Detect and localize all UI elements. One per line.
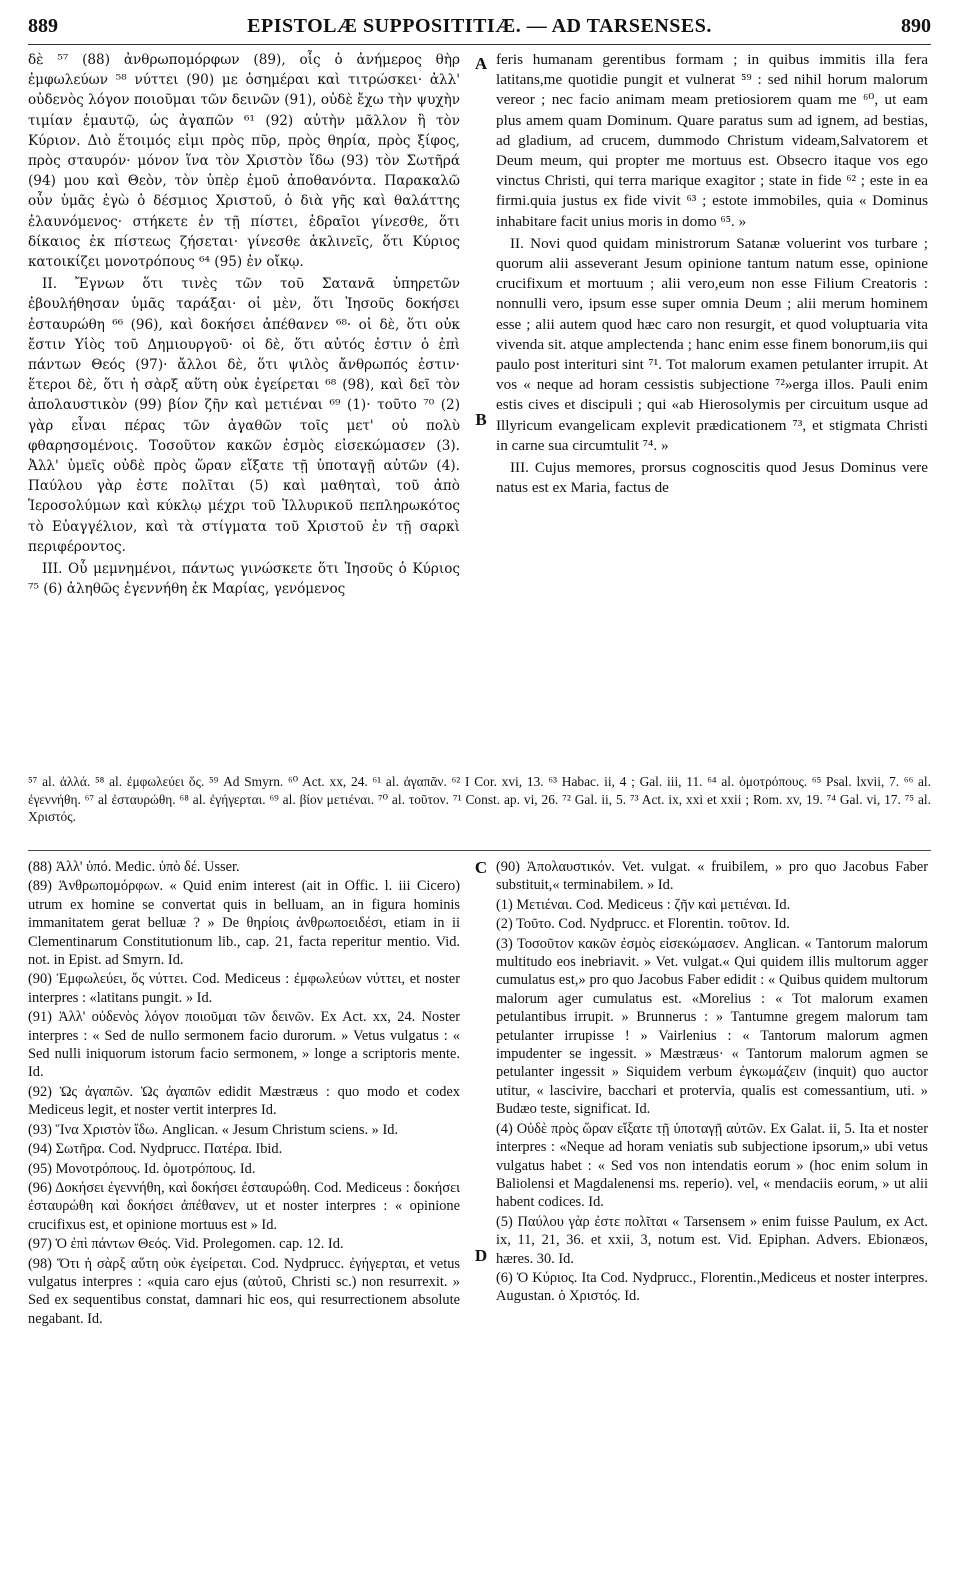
note-4: (4) Οὐδὲ πρὸς ὥραν εἴξατε τῇ ὑποταγῇ αὐτῶν. Ex Galat. ii, 5. Ita et noster interpres : «Neque ad horam veniatis sub subjectione ipsorum,» ubi vetus vulgatus habet : « Sed vos non intendatis eorum » (hoc enim solum in Baliolensi et Magdalenensi ms. reperio). vel, « mendaciis eorum, » ut alii habent codices. Id. <box>496 1120 928 1211</box>
greek-paragraph-2: II. Ἔγνων ὅτι τινὲς τῶν τοῦ Σατανᾶ ὑπηρετῶν ἐβουλήθησαν ὑμᾶς ταράξαι· οἱ μὲν, ὅτι Ἰησοῦς δοκήσει ἐσταυρώθη ⁶⁶ (96), καὶ δοκήσει ἀπέθανεν ⁶⁸· οἱ δὲ, ὅτι οὐκ ἔστιν Υἱὸς τοῦ Δημιουργοῦ· οἱ δὲ, ὅτι αὐτός ἐστιν ὁ ἐπὶ πάντων Θεός (97)· ἄλλοι δὲ, ὅτι ψιλὸς ἄνθρωπός ἐστιν· ἕτεροι δὲ, ὅτι ἡ σὰρξ αὕτη οὐκ ἐγείρεται ⁶⁸ (98), καὶ δεῖ τὸν ἀπολαυστικὸν (99) βίον ζῆν καὶ μετιέναι ⁶⁹ (1)· τοῦτο ⁷⁰ (2) γὰρ εἶναι πέρας τῶν ἀγαθῶν τοῖς μετ' οὐ πολὺ φθαρησομένοις. Τοσοῦτον κακῶν ἐσμὸς εἰσεκώμασεν (3). Ἀλλ' ὑμεῖς οὐδὲ πρὸς ὥραν εἴξατε τῇ ὑποταγῇ αὐτῶν (4). Παύλου γὰρ ἐστε πολῖται (5) καὶ μαθηταὶ, τοῦ ἀπὸ Ἱεροσολύμων καὶ κύκλῳ μέχρι τοῦ Ἰλλυρικοῦ πεπληρωκότος τὸ Εὐαγγέλιον, καὶ τὰ στίγματα τοῦ Χριστοῦ ἐν τῇ σαρκὶ περιφέροντος. <box>28 276 460 555</box>
latin-paragraph-3: III. Cujus memores, prorsus cognoscitis quod Jesus Dominus vere natus est ex Maria, factus de <box>496 459 928 497</box>
note-6: (6) Ὁ Κύριος. Ita Cod. Nydprucc., Florentin.,Mediceus et noster interpres. Augustan. ὁ Χριστός. Id. <box>496 1269 928 1305</box>
footnote-divider <box>28 850 931 851</box>
note-98: (98) Ὅτι ἡ σὰρξ αὕτη οὐκ ἐγείρεται. Cod. Nydprucc. ἐγήγερται, et vetus vulgatus interpres : «quia caro ejus (αὐτοῦ, Christi sc.) non resurrexit. » Sed ex sequentibus constat, damnari hic eos, qui resurrectionem absolute negabant. Id. <box>28 1255 460 1327</box>
greek-column <box>28 50 460 766</box>
note-92: (92) Ὡς ἀγαπῶν. Ὡς ἀγαπῶν edidit Mæstræus : quo modo et codex Mediceus legit, et noster vertit interpres Id. <box>28 1083 460 1119</box>
note-1: (1) Μετιέναι. Cod. Mediceus : ζῆν καὶ μετιέναι. Id. <box>496 896 791 913</box>
note-99: (90) Ἀπολαυστικόν. Vet. vulgat. « fruibilem, » pro quo Jacobus Faber substituit,« terminabilem. » Id. <box>496 859 928 894</box>
note-2: (2) Τοῦτο. Cod. Nydprucc. et Florentin. τοῦτον. Id. <box>496 916 790 933</box>
greek-paragraph-1: δὲ ⁵⁷ (88) ἀνθρωπομόρφων (89), οἷς ὁ ἀνήμερος θὴρ ἐμφωλεύων ⁵⁸ νύττει (90) με ὁσημέραι καὶ τιτρώσκει· ἀλλ' οὐδενὸς λόγον ποιοῦμαι τῶν δεινῶν (91), οὐδὲ ἔχω τὴν ψυχὴν τιμίαν ἐμαυτῷ, ὡς ἀγαπῶν ⁶¹ (92) αὐτὴν μᾶλλον ἢ τὸν Κύριον. Διὸ ἕτοιμός εἰμι πρὸς πῦρ, πρὸς θηρία, πρὸς ξίφος, πρὸς σταυρόν· μόνον ἵνα τὸν Χριστὸν ἴδω (93) τὸν Σωτῆρά (94) μου καὶ Θεὸν, τὸν ὑπὲρ ἐμοῦ ἀποθανόντα. Παρακαλῶ οὖν ὑμᾶς ἐγὼ ὁ δέσμιος Χριστοῦ, ὁ διὰ γῆς καὶ θαλάττης ἐλαυνόμενος· στήκετε ἐν τῇ πίστει, ἑδραῖοι γίνεσθε, ὅτι δίκαιος ἐκ πίστεως ζήσεται· γίνεσθε ἀκλινεῖς, ὅτι Κύριος κατοικίζει μονοτρόπους ⁶⁴ (95) ἐν οἴκῳ. <box>28 52 460 271</box>
latin-column <box>496 50 928 766</box>
note-89: (89) Ἀνθρωπομόρφων. « Quid enim interest (ait in Offic. l. iii Cicero) utrum ex homine se convertat quis in belluam, an in figura hominis immanitatem gerat belluæ ? » De θηρίοις ἀνθρωποειδέσι, etiam in ii Clementinarum Constitutionum lib., cap. 21, facta reperitur mentio. Vid. not. in Epist. ad Smyrn. Id. <box>28 878 460 969</box>
latin-paragraph-2: II. Novi quod quidam ministrorum Satanæ voluerint vos turbare ; quorum alii asseverant Jesum opinione tantum natum esse, opinione crucifixum et mortuum ; alii vero,eum non esse Filium Creatoris : nonnulli vero, ipsum esse super omnia Deum ; alii merum hominem esse ; alii autem quod hæc caro non resurgit, et quod voluptuaria vita vivenda sit. atque amplectenda ; hanc enim esse finem bonorum,iis qui paulo post interituri sint ⁷¹. Tot malorum examen petulanter irrupit. At vos « neque ad horam cessistis subjectione ⁷²»erga illos. Pauli enim estis cives et discipuli ; qui «ab Hierosolymis per circuitum usque ad Illyricum evangelicam explevit prædicationem ⁷³, et stigmata Christi in carne sua circumtulit ⁷⁴. » <box>496 234 928 454</box>
running-title: EPISTOLÆ SUPPOSITITIÆ. — AD TARSENSES. <box>247 14 712 37</box>
main-text <box>28 50 931 766</box>
left-page-number: 889 <box>28 14 58 37</box>
footnote-text: ⁵⁷ al. ἀλλά. ⁵⁸ al. ἐμφωλεύει ὅς. ⁵⁹ Ad Smyrn. ⁶⁰ Act. xx, 24. ⁶¹ al. ἀγαπᾶν. ⁶² I Cor. xvi, 13. ⁶³ Habac. ii, 4 ; Gal. iii, 11. ⁶⁴ al. ὁμοτρόπους. ⁶⁵ Psal. lxvii, 7. ⁶⁶ al. ἐγεννήθη. ⁶⁷ al ἐσταυρώθη. ⁶⁸ al. ἐγήγερται. ⁶⁹ al. βίον μετιέναι. ⁷⁰ al. τοῦτον. ⁷¹ Const. ap. vi, 26. ⁷² Gal. ii, 5. ⁷³ Act. ix, xxi et xxii ; Rom. xv, 19. ⁷⁴ Gal. vi, 17. ⁷⁵ al. Χριστός. <box>28 774 931 824</box>
section-marker-a: A <box>474 54 488 73</box>
section-marker-c: C <box>474 858 488 877</box>
note-5: (5) Παύλου γὰρ ἐστε πολῖται « Tarsensem » enim fuisse Paulum, ex Act. ix, 11, 21, 36. et xxii, 3, notum est. Vid. Epiphan. Advers. Ebionæos, hæres. 30. Id. <box>496 1213 928 1267</box>
note-95: (95) Μονοτρόπους. Id. ὁμοτρόπους. Id. <box>28 1160 256 1177</box>
greek-paragraph-3: III. Οὗ μεμνημένοι, πάντως γινώσκετε ὅτι Ἰησοῦς ὁ Κύριος ⁷⁵ (6) ἀληθῶς ἐγεννήθη ἐκ Μαρίας, γενόμενος <box>28 561 460 598</box>
note-97: (97) Ὁ ἐπὶ πάντων Θεός. Vid. Prolegomen. cap. 12. Id. <box>28 1236 344 1253</box>
notes-left-column <box>28 858 460 1574</box>
note-3: (3) Τοσοῦτον κακῶν ἐσμὸς εἰσεκώμασεν. Anglican. « Tantorum malorum multitudo eos inebriavit. » Vet. vulgat.« Qui quidem illis multorum agger cumulatus est,» pro quo Jacobus Faber edidit : « Quibus quidem multorum malorum ager cumulatus est. «Morelius : « Tot malorum examen petulantibus irrupit. » Brunnerus : » Tantumne gregem malorum tam petulanter irrupisse ! » Vairlenius : « Tantorum malorum agmen impudenter se ingessit. » Mæstræus· « Tantorum malorum agmen se petulanter ingessit » Siquidem verbum ἐγκωμάζειν (inquit) quo auctor utitur, « lascivire, bacchari et protervia, qualis est comessantium, uti. » Budæo teste, significat. Id. <box>496 935 928 1118</box>
note-91: (91) Ἀλλ' οὐδενὸς λόγον ποιοῦμαι τῶν δεινῶν. Ex Act. xx, 24. Noster interpres : « Sed de nullo sermonem facio durorum. » Vetus vulgatus : « Sed nulli iniquorum istorum facio sermonem, » longe a scriptoris mente. Id. <box>28 1009 460 1081</box>
note-88: (88) Ἀλλ' ὑπό. Medic. ὑπὸ δέ. Usser. <box>28 859 240 875</box>
note-90: (90) Ἐμφωλεύει, ὅς νύττει. Cod. Mediceus : ἐμφωλεύων νύττει, et noster interpres : «latitans pungit. » Id. <box>28 971 460 1006</box>
section-marker-b: B <box>475 410 487 429</box>
section-marker-d: D <box>474 1246 488 1265</box>
note-94: (94) Σωτῆρα. Cod. Nydprucc. Πατέρα. Ibid. <box>28 1141 283 1158</box>
note-93: (93) Ἵνα Χριστὸν ἴδω. Anglican. « Jesum Christum sciens. » Id. <box>28 1121 399 1138</box>
page-header <box>28 8 931 45</box>
notes-section <box>28 858 931 1574</box>
latin-paragraph-1: feris humanam gerentibus formam ; in quibus immitis illa fera latitans,me quotidie pungit et vulnerat ⁵⁹ : sed nihil horum malorum vereor ; nec facio animam meam pretiosiorem quam me ⁶⁰, ut eam plus amem quam Dominum. Quare paratus sum ad ignem, ad bestias, ad gladium, ad crucem, dummodo Christum videam,Salvatorem et Deum meum, qui propter me mortuus est. Obsecro itaque vos ego vinctus Christi, qui terra marique exagitor ; state in fide ⁶² ; este in ea firmi.quia justus ex fide vivit ⁶³ ; estote immobiles, quia « Dominus inhabitare facit unius moris in domo ⁶⁵. » <box>496 51 928 230</box>
right-page-number: 890 <box>900 14 931 37</box>
note-96: (96) Δοκήσει ἐγεννήθη, καὶ δοκήσει ἐσταυρώθη. Cod. Mediceus : δοκήσει ἐσταυρώθη καὶ δοκήσει ἀπέθανεν, ut et noster interpres : « opinione crucifixus est, et opinione mortuus est » Id. <box>28 1179 460 1233</box>
footnotes <box>28 773 931 843</box>
notes-right-column <box>496 858 928 1574</box>
